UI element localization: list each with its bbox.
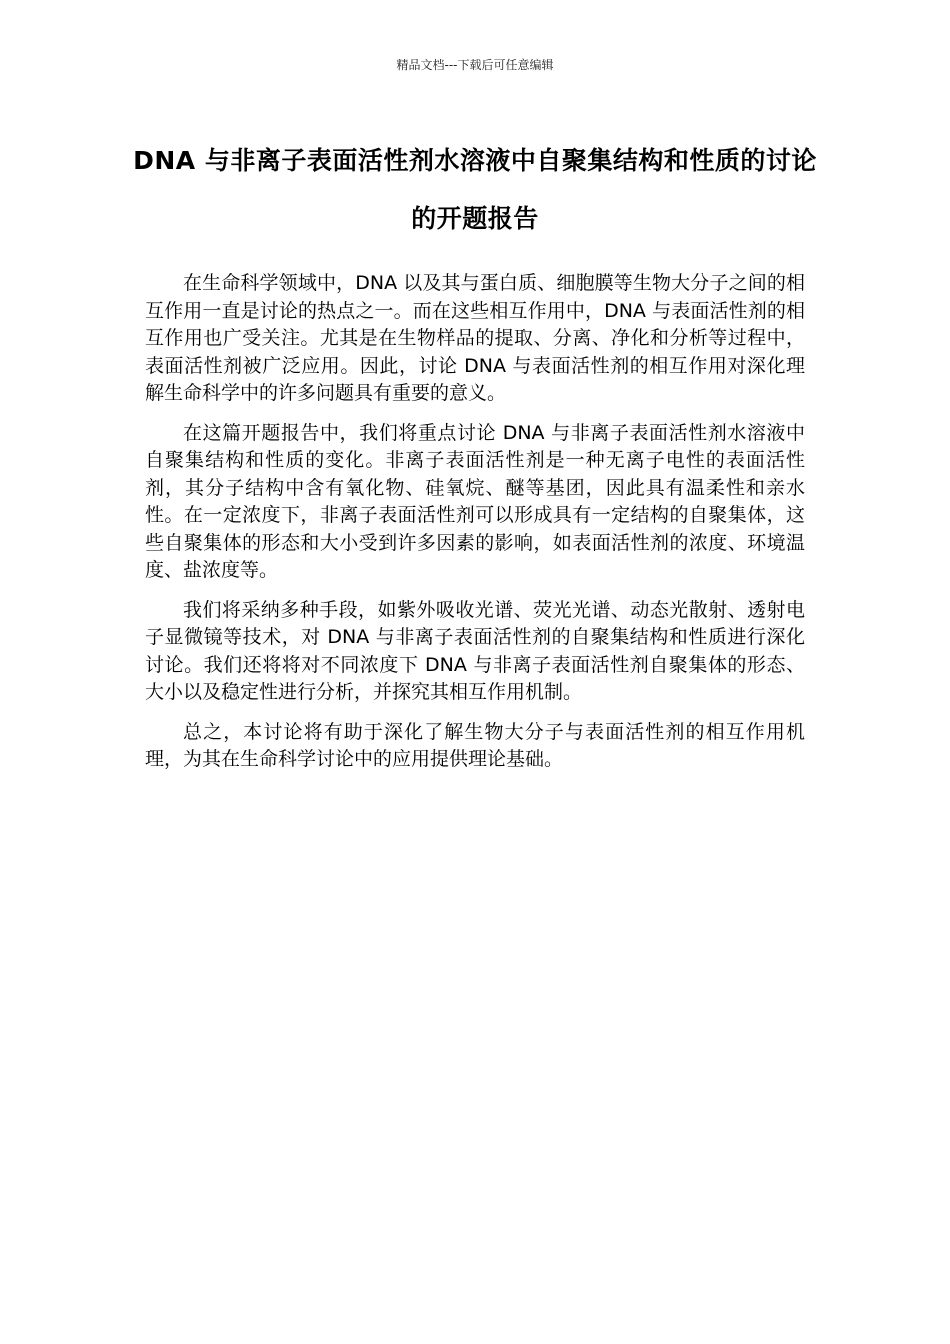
header-note: 精品文档---下载后可任意编辑 [396,58,554,72]
paragraph: 在这篇开题报告中，我们将重点讨论 DNA 与非离子表面活性剂水溶液中自聚集结构和性质的变化。非离子表面活性剂是一种无离子电性的表面活性剂，其分子结构中含有氧化物、硅氧烷、醚等基团，因此具有温柔性和亲水性。在一定浓度下，非离子表面活性剂可以形成具有一定结构的自聚集体，这些自聚集体的形态和大小受到许多因素的影响，如表面活性剂的浓度、环境温度、盐浓度等。 [145,421,805,581]
document-body [145,270,805,786]
paragraph: 我们将采纳多种手段，如紫外吸收光谱、荧光光谱、动态光散射、透射电子显微镜等技术，对 DNA 与非离子表面活性剂的自聚集结构和性质进行深化讨论。我们还将将对不同浓度下 DNA 与非离子表面活性剂自聚集体的形态、大小以及稳定性进行分析，并探究其相互作用机制。 [145,598,805,703]
paragraph: 在生命科学领域中，DNA 以及其与蛋白质、细胞膜等生物大分子之间的相互作用一直是讨论的热点之一。而在这些相互作用中，DNA 与表面活性剂的相互作用也广受关注。尤其是在生物样品的提取、分离、净化和分析等过程中，表面活性剂被广泛应用。因此，讨论 DNA 与表面活性剂的相互作用对深化理解生命科学中的许多问题具有重要的意义。 [145,272,805,404]
document-title: DNA 与非离子表面活性剂水溶液中自聚集结构和性质的讨论的开题报告 [133,146,817,233]
paragraph: 总之，本讨论将有助于深化了解生物大分子与表面活性剂的相互作用机理，为其在生命科学讨论中的应用提供理论基础。 [145,720,805,770]
